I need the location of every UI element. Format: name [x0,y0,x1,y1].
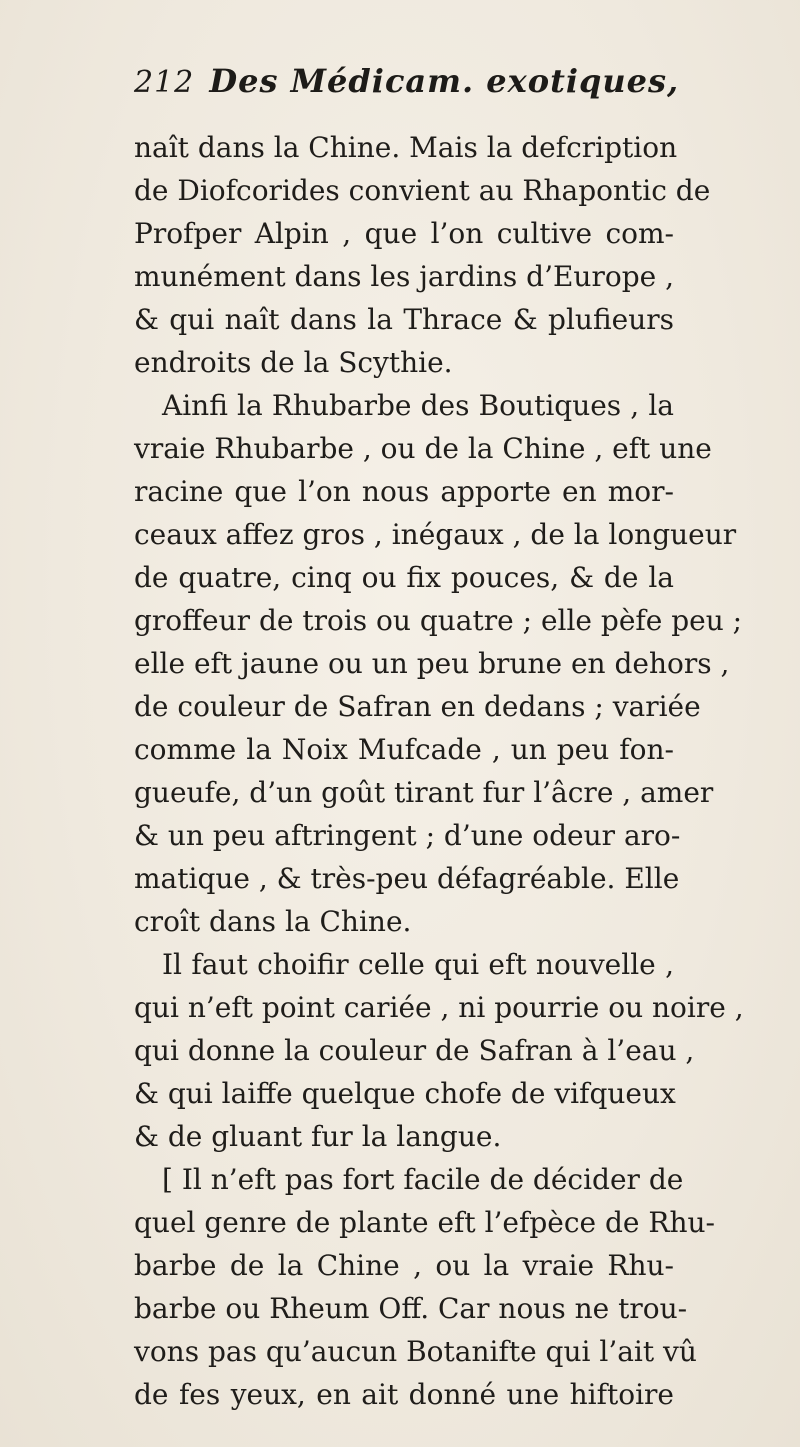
text-line: naît dans la Chine. Mais la defcription [134,131,678,164]
text-line: gueufe, d’un goût tirant fur l’âcre , amer [134,776,714,809]
text-line: endroits de la Scythie. [134,346,453,379]
running-head: Des Médicam. exotiques, [209,62,680,100]
text-line: & qui naît dans la Thrace & plufieurs [134,303,674,336]
text-line: de fes yeux, en ait donné une hiftoire [134,1378,674,1411]
text-line: croît dans la Chine. [134,905,412,938]
page-header [134,62,680,116]
text-line: Ainfi la Rhubarbe des Boutiques , la [162,389,674,422]
body-text [134,126,744,1416]
text-line: de Diofcorides convient au Rhapontic de [134,174,711,207]
text-line: ceaux affez gros , inégaux , de la longueur [134,518,737,551]
text-line: groffeur de trois ou quatre ; elle pèfe peu ; [134,604,743,637]
text-line: racine que l’on nous apporte en mor- [134,475,674,508]
text-line: & un peu aftringent ; d’une odeur aro- [134,819,681,852]
text-line: & de gluant fur la langue. [134,1120,502,1153]
text-line: qui donne la couleur de Safran à l’eau , [134,1034,695,1067]
text-line: Il faut choifir celle qui eft nouvelle , [162,948,674,981]
text-line: vraie Rhubarbe , ou de la Chine , eft une [134,432,712,465]
text-line: qui n’eft point cariée , ni pourrie ou noire , [134,991,744,1024]
text-line: de couleur de Safran en dedans ; variée [134,690,701,723]
text-line: [ Il n’eft pas fort facile de décider de [162,1163,684,1196]
text-line: munément dans les jardins d’Europe , [134,260,674,293]
text-line: & qui laiffe quelque chofe de vifqueux [134,1077,676,1110]
text-line: quel genre de plante eft l’efpèce de Rhu- [134,1206,716,1239]
text-line: vons pas qu’aucun Botanifte qui l’ait vû [134,1335,697,1368]
text-line: elle eft jaune ou un peu brune en dehors , [134,647,730,680]
text-line: de quatre, cinq ou fix pouces, & de la [134,561,674,594]
page-number: 212 [134,65,195,100]
text-line: barbe de la Chine , ou la vraie Rhu- [134,1249,674,1282]
text-line: comme la Noix Mufcade , un peu fon- [134,733,674,766]
text-line: matique , & très-peu défagréable. Elle [134,862,680,895]
text-line: Profper Alpin , que l’on cultive com- [134,217,674,250]
text-line: barbe ou Rheum Off. Car nous ne trou- [134,1292,688,1325]
